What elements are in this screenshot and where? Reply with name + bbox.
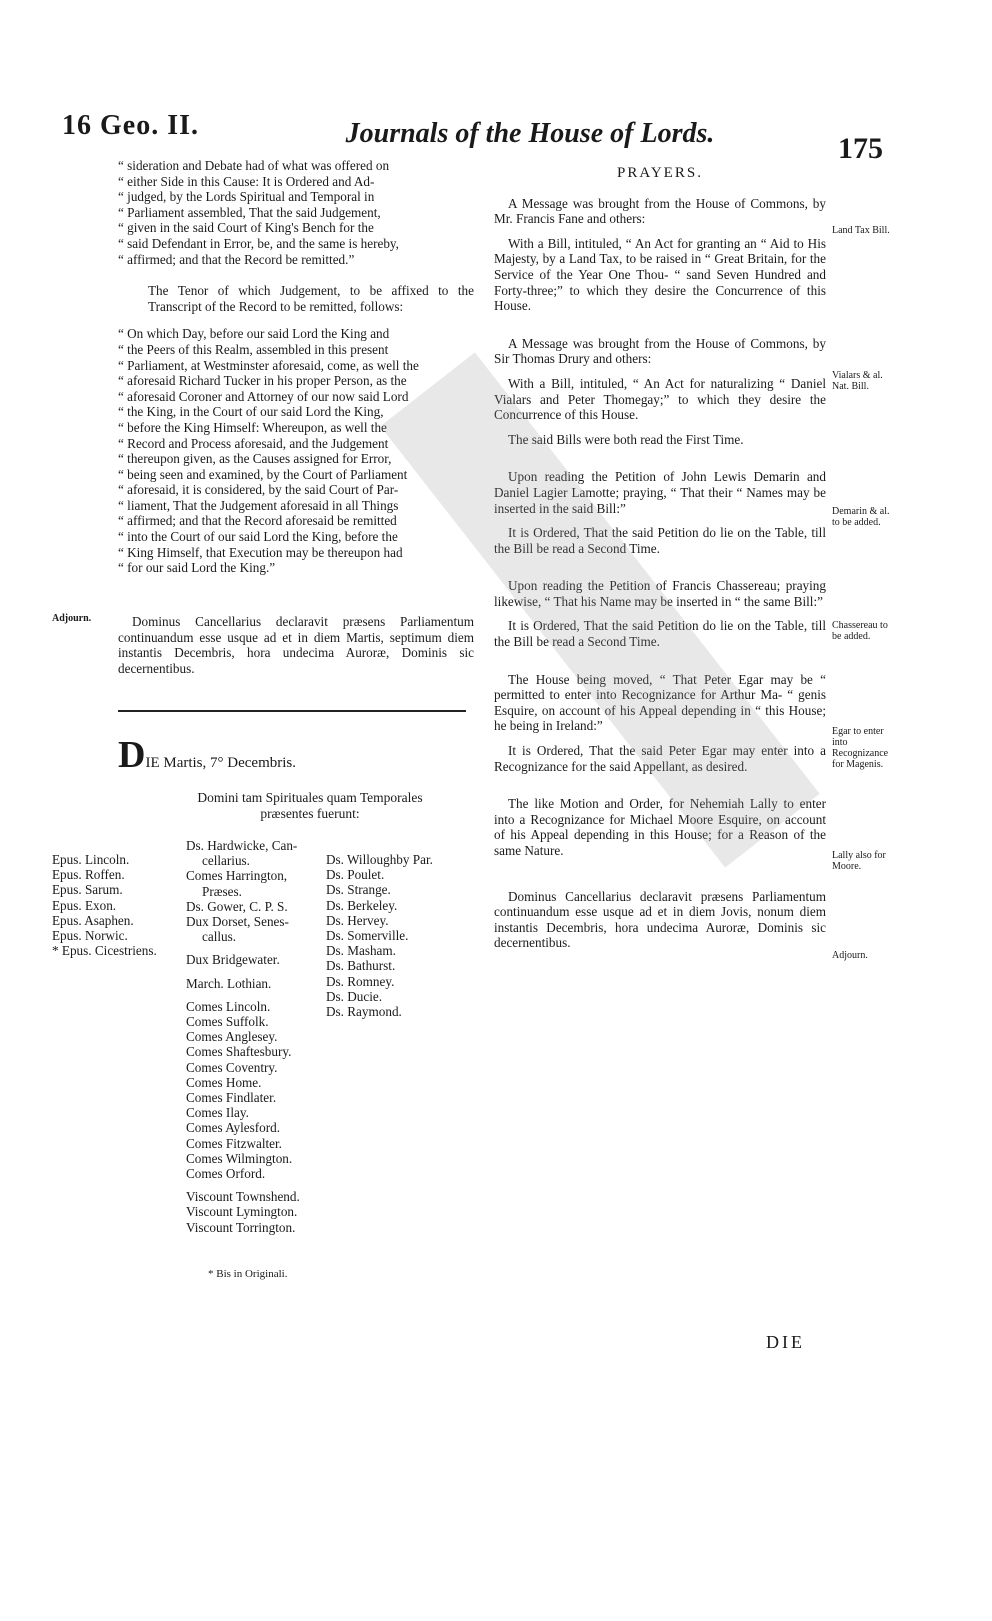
entry-paragraph: Upon reading the Petition of John Lewis Demarin and Daniel Lagier Lamotte; praying, “ That their “ Names may be inserted in the said Bill:”: [494, 469, 826, 516]
peer-name: cellarius.: [202, 853, 250, 869]
text-line: “ sideration and Debate had of what was offered on: [118, 158, 390, 173]
peer-name: Ds. Raymond.: [326, 1004, 402, 1020]
peer-name: Comes Aylesford.: [186, 1120, 281, 1136]
text-line: “ thereupon given, as the Causes assigned for Error,: [118, 451, 392, 467]
margin-note: Demarin & al. to be added.: [832, 506, 890, 528]
text-line: “ affirmed; and that the Record be remitted.”: [118, 251, 355, 267]
text-line: “ judged, by the Lords Spiritual and Temporal in: [118, 189, 375, 205]
peer-name: Comes Fitzwalter.: [186, 1135, 282, 1151]
entry-paragraph: A Message was brought from the House of Commons, by Mr. Francis Fane and others:: [494, 195, 826, 227]
entry-paragraph: It is Ordered, That the said Peter Egar may enter into a Recognizance for the said Appellant, as desired.: [494, 743, 826, 774]
bishop-name: Epus. Sarum.: [52, 882, 123, 898]
tenor-paragraph: The Tenor of which Judgement, to be affixed to the Transcript of the Record to be remitted, follows:: [148, 283, 474, 314]
entry-paragraph: The like Motion and Order, for Nehemiah Lally to enter into a Recognizance for Michael Moore Esquire, on account of his Appeal depending in this House; for a Reason of the same Nature.: [494, 796, 826, 858]
text-line: “ Parliament assembled, That the said Judgement,: [118, 204, 381, 220]
spacer: [186, 968, 300, 976]
footnote: * Bis in Originali.: [208, 1268, 288, 1280]
text-line: “ into the Court of our said Lord the King, before the: [118, 529, 398, 545]
text-line: “ On which Day, before our said Lord the King and: [118, 326, 390, 342]
entry-paragraph: It is Ordered, That the said Petition do lie on the Table, till the Bill be read a Second Time.: [494, 525, 826, 556]
spacer: [186, 991, 300, 999]
section-divider: [118, 710, 466, 712]
margin-note: Lally also for Moore.: [832, 850, 886, 872]
prayers-heading: PRAYERS.: [617, 165, 703, 181]
spacer: [186, 1181, 300, 1189]
spacer: [186, 944, 300, 952]
entry-paragraph: With a Bill, intituled, “ An Act for naturalizing “ Daniel Vialars and Peter Thomegay;” to which they desire the Concurrence of this House.: [494, 375, 826, 423]
text-line: “ aforesaid Coroner and Attorney of our now said Lord: [118, 388, 409, 404]
entry-paragraph: A Message was brought from the House of Commons, by Sir Thomas Drury and others:: [494, 335, 826, 367]
drop-cap: D: [118, 734, 146, 776]
peer-name: Comes Orford.: [186, 1166, 266, 1182]
entry-paragraph: Upon reading the Petition of Francis Chassereau; praying likewise, “ That his Name may be inserted in “ the same Bill:”: [494, 578, 826, 609]
catchword: DIE: [766, 1332, 805, 1352]
text-line: “ being seen and examined, by the Court of Parliament: [118, 466, 408, 482]
text-line: “ aforesaid Richard Tucker in his proper Person, as the: [118, 373, 407, 389]
peer-name: Comes Wilmington.: [186, 1150, 293, 1166]
margin-note-adjourn-left: Adjourn.: [52, 613, 92, 624]
entry-paragraph: The said Bills were both read the First Time.: [508, 431, 744, 447]
peer-name: Dux Bridgewater.: [186, 952, 280, 968]
peer-name: Comes Findlater.: [186, 1090, 277, 1106]
bishop-name: * Epus. Cicestriens.: [52, 943, 157, 959]
peer-name: Comes Harrington,: [186, 868, 288, 884]
entry-paragraph: With a Bill, intituled, “ An Act for granting an “ Aid to His Majesty, by a Land Tax, to be raised in “ Great Britain, for the Service of the Year One Thou- “ sand Seven Hundred and Forty-three;” to which they desire the Concurrence of this House.: [494, 235, 826, 314]
peer-name: Comes Suffolk.: [186, 1014, 269, 1030]
peer-name: Ds. Somerville.: [326, 928, 409, 944]
peer-name: Ds. Strange.: [326, 882, 391, 898]
peer-name: March. Lothian.: [186, 975, 272, 991]
peer-name: callus.: [202, 929, 237, 945]
text-line: “ Parliament, at Westminster aforesaid, come, as well the: [118, 357, 419, 373]
peer-name: Ds. Willoughby Par.: [326, 852, 433, 867]
text-line: “ either Side in this Cause: It is Ordered and Ad-: [118, 173, 375, 189]
peer-name: Ds. Gower, C. P. S.: [186, 898, 288, 914]
entry-paragraph: The House being moved, “ That Peter Egar may be “ permitted to enter into Recognizance for Arthur Ma- “ genis Esquire, on account of his Appeal depending in “ this House; he being in Ireland:”: [494, 671, 826, 734]
text-line: “ said Defendant in Error, be, and the same is hereby,: [118, 235, 399, 251]
text-line: “ the King, in the Court of our said Lord the King,: [118, 404, 384, 420]
text-line: “ liament, That the Judgement aforesaid in all Things: [118, 497, 399, 513]
peer-name: Comes Coventry.: [186, 1059, 278, 1075]
left-column: [118, 158, 474, 576]
bishop-name: Epus. Asaphen.: [52, 912, 134, 928]
bishop-name: Epus. Roffen.: [52, 867, 125, 883]
margin-note: Adjourn.: [832, 950, 868, 961]
text-line: “ affirmed; and that the Record aforesaid be remitted: [118, 513, 397, 529]
die-heading: [118, 734, 296, 776]
text-line: “ Record and Process aforesaid, and the Judgement: [118, 435, 389, 451]
peer-name: Comes Shaftesbury.: [186, 1044, 292, 1060]
bishop-name: Epus. Exon.: [52, 897, 117, 913]
peer-name: Comes Ilay.: [186, 1105, 249, 1121]
text-line: “ the Peers of this Realm, assembled in this present: [118, 341, 389, 357]
text-line: “ King Himself, that Execution may be thereupon had: [118, 544, 403, 560]
text-line: “ for our said Lord the King.”: [118, 560, 276, 576]
peers-list-middle: [186, 838, 300, 1235]
peer-name: Præses.: [202, 883, 242, 899]
margin-note: Vialars & al. Nat. Bill.: [832, 370, 883, 392]
peer-name: Viscount Torrington.: [186, 1219, 296, 1235]
peer-name: Ds. Masham.: [326, 943, 396, 959]
entry-paragraph: Dominus Cancellarius declaravit præsens Parliamentum continuandum esse usque ad et in diem Jovis, nonum diem instantis Decembris, hora undecima Auroræ, Dominis sic decernentibus.: [494, 888, 826, 951]
peer-name: Ds. Ducie.: [326, 988, 383, 1004]
page-number: 175: [838, 132, 883, 165]
journal-title: Journals of the House of Lords.: [345, 118, 715, 149]
die-heading-text: IE Martis, 7° Decembris.: [145, 755, 296, 771]
bishops-list: [52, 852, 157, 958]
peers-list-right: [326, 852, 433, 1019]
peer-name: Ds. Romney.: [326, 973, 395, 989]
peer-name: Viscount Townshend.: [186, 1189, 300, 1205]
margin-note: Land Tax Bill.: [832, 225, 890, 236]
peer-name: Ds. Hardwicke, Can-: [186, 838, 298, 853]
peer-name: Ds. Poulet.: [326, 867, 385, 883]
entry-paragraph: It is Ordered, That the said Petition do lie on the Table, till the Bill be read a Second Time.: [494, 618, 826, 650]
margin-note: Chassereau to be added.: [832, 620, 888, 642]
continued-judgement: [118, 158, 474, 267]
regnal-year: 16 Geo. II.: [62, 110, 199, 141]
margin-note: Egar to enter into Recognizance for Magenis.: [832, 726, 889, 770]
bishop-name: Epus. Lincoln.: [52, 852, 130, 867]
peer-name: Ds. Berkeley.: [326, 897, 398, 913]
peer-name: Comes Home.: [186, 1074, 262, 1090]
peer-name: Viscount Lymington.: [186, 1204, 298, 1220]
peer-name: Ds. Bathurst.: [326, 958, 396, 974]
bishop-name: Epus. Norwic.: [52, 928, 128, 944]
adjourn-paragraph-left: [118, 614, 474, 685]
peer-name: Comes Anglesey.: [186, 1029, 278, 1045]
peer-name: Comes Lincoln.: [186, 998, 271, 1014]
text-line: “ aforesaid, it is considered, by the said Court of Par-: [118, 482, 399, 498]
adjourn-text: Dominus Cancellarius declaravit præsens Parliamentum continuandum esse usque ad et in diem Martis, septimum diem instantis Decembris, hora undecima Auroræ, Dominis sic decernentibus.: [118, 614, 474, 676]
peer-name: Ds. Hervey.: [326, 912, 389, 928]
text-line: “ before the King Himself: Whereupon, as well the: [118, 419, 387, 435]
text-line: “ given in the said Court of King's Bench for the: [118, 220, 374, 236]
present-heading: Domini tam Spirituales quam Temporales præsentes fuerunt:: [197, 790, 423, 821]
peer-name: Dux Dorset, Senes-: [186, 914, 289, 930]
